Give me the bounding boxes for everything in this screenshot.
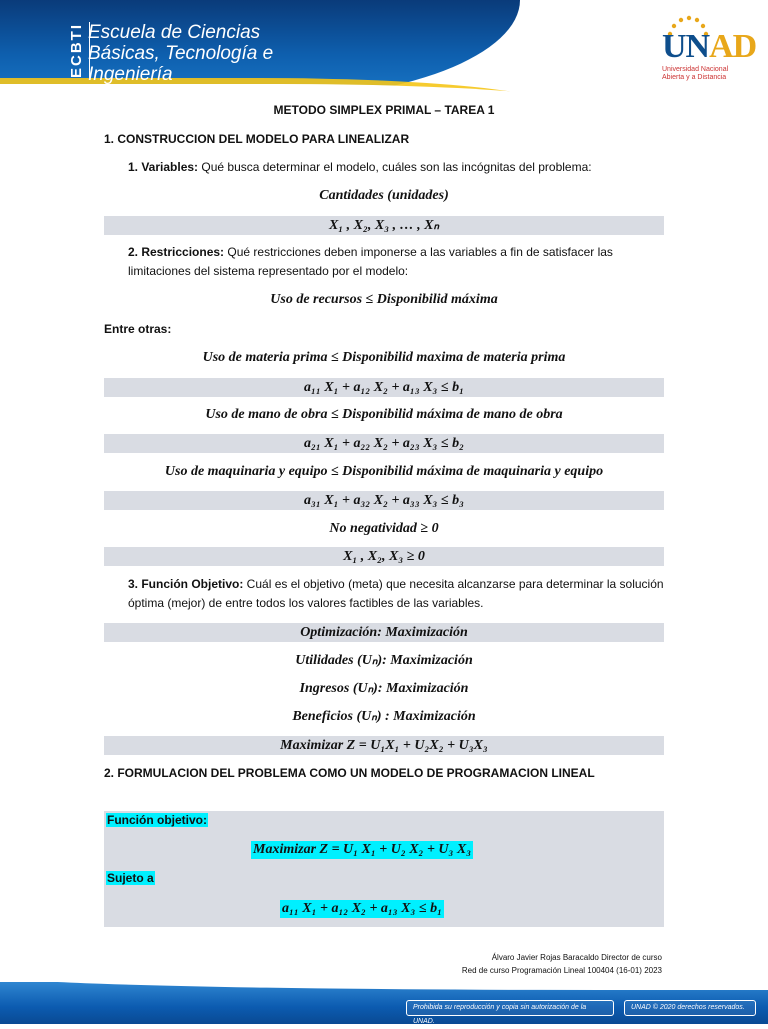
- footer-course: Red de curso Programación Lineal 100404 (16-01) 2023: [461, 966, 662, 975]
- math-cantidades: Cantidades (unidades): [319, 188, 449, 203]
- math-materia-prima: Uso de materia prima ≤ Disponibilid maxima de materia prima: [202, 350, 566, 365]
- sujeto-a-label: Sujeto a: [107, 871, 154, 885]
- restricciones-paragraph: [128, 243, 664, 281]
- restricciones-text: Qué restricciones deben imponerse a las variables a fin de satisfacer las limitaciones del sistema representado por el modelo:: [128, 245, 613, 278]
- math-utilidades: Utilidades (Uₙ): Maximización: [295, 653, 473, 668]
- math-constraint-3: a₃₁ X₁ + a₃₂ X₂ + a₃₃ X₃ ≤ b₃: [104, 491, 664, 510]
- math-no-negatividad-vars: X₁ , X₂, X₃ ≥ 0: [104, 547, 664, 566]
- funcion-objetivo-label: Función objetivo:: [107, 813, 207, 827]
- ecbti-label: ECBTI: [68, 22, 90, 78]
- math-optimizacion: Optimización: Maximización: [104, 623, 664, 642]
- restricciones-label: 2. Restricciones:: [128, 245, 225, 259]
- math-ingresos: Ingresos (Uₙ): Maximización: [299, 681, 469, 696]
- footer-author: Álvaro Javier Rojas Baracaldo Director de curso: [491, 953, 662, 962]
- formulation-panel: [104, 811, 664, 927]
- entre-otras-label: Entre otras:: [104, 322, 172, 336]
- logo-wordmark: UNAD: [662, 28, 757, 65]
- logo-subtitle-1: Universidad Nacional: [662, 66, 729, 73]
- logo-subtitle-2: Abierta y a Distancia: [662, 74, 727, 81]
- math-mano-obra: Uso de mano de obra ≤ Disponibilid máxima de mano de obra: [205, 407, 563, 422]
- math-no-negatividad: No negatividad ≥ 0: [329, 521, 439, 536]
- banner-white-swoosh: [0, 84, 600, 100]
- footer-copyright: UNAD © 2020 derechos reservados.: [624, 1000, 756, 1016]
- math-constraint-2: a₂₁ X₁ + a₂₂ X₂ + a₂₃ X₃ ≤ b₂: [104, 434, 664, 453]
- school-name: [88, 22, 273, 85]
- school-line-1: Escuela de Ciencias: [88, 22, 261, 43]
- math-constraint-1: a₁₁ X₁ + a₁₂ X₂ + a₁₃ X₃ ≤ b₁: [104, 378, 664, 397]
- variables-paragraph: [128, 158, 664, 177]
- school-line-3: Ingeniería: [88, 64, 173, 85]
- math-maximizar-z: Maximizar Z = U₁X₁ + U₂X₂ + U₃X₃: [104, 736, 664, 755]
- math-variables: X₁ , X₂, X₃ , … , Xₙ: [104, 216, 664, 235]
- section-heading-1: 1. CONSTRUCCION DEL MODELO PARA LINEALIZAR: [104, 132, 410, 146]
- school-line-2: Básicas, Tecnología e: [88, 43, 274, 64]
- page-title: METODO SIMPLEX PRIMAL – TAREA 1: [273, 103, 495, 117]
- math-beneficios: Beneficios (Uₙ) : Maximización: [292, 709, 476, 724]
- variables-text: Qué busca determinar el modelo, cuáles son las incógnitas del problema:: [198, 160, 592, 174]
- footer-notice: Prohibida su reproducción y copia sin autorización de la UNAD.: [406, 1000, 614, 1016]
- math-maximizar-z-highlight: Maximizar Z = U₁ X₁ + U₂ X₂ + U₃ X₃: [253, 842, 472, 857]
- section-heading-2: 2. FORMULACION DEL PROBLEMA COMO UN MODELO DE PROGRAMACION LINEAL: [104, 766, 595, 780]
- objetivo-text: Cuál es el objetivo (meta) que necesita alcanzarse para determinar la solución óptima (mejor) de entre todos los valores factibles de las variables.: [128, 577, 664, 610]
- unad-logo: [640, 14, 757, 84]
- math-maquinaria: Uso de maquinaria y equipo ≤ Disponibilid máxima de maquinaria y equipo: [164, 464, 604, 479]
- objetivo-paragraph: [128, 575, 664, 613]
- math-uso-recursos: Uso de recursos ≤ Disponibilid máxima: [270, 292, 498, 307]
- variables-label: 1. Variables:: [128, 160, 199, 174]
- header-banner: [0, 0, 768, 100]
- math-constraint-1-highlight: a₁₁ X₁ + a₁₂ X₂ + a₁₃ X₃ ≤ b₁: [282, 901, 442, 916]
- objetivo-label: 3. Función Objetivo:: [128, 577, 244, 591]
